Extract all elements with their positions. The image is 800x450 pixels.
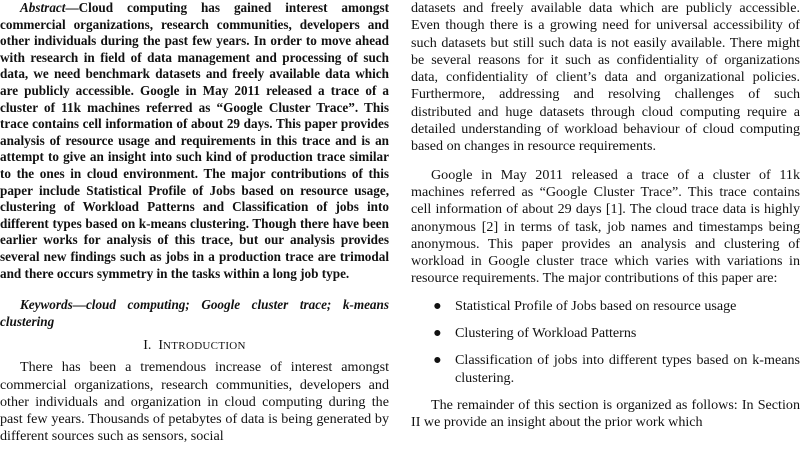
contribution-text: Clustering of Workload Patterns xyxy=(455,325,637,342)
abstract-label: Abstract xyxy=(20,0,66,15)
list-item xyxy=(411,325,800,342)
keywords xyxy=(0,297,389,330)
section-number: I. xyxy=(143,338,152,354)
keywords-text: cloud computing; Google cluster trace; k-means clustering xyxy=(0,297,389,329)
bullet-icon: ● xyxy=(433,352,442,369)
contribution-text: Classification of jobs into different types based on k-means clustering. xyxy=(455,352,800,386)
right-paragraph-3: The remainder of this section is organized as follows: In Section II we provide an insight about the prior work which xyxy=(411,396,800,431)
right-column xyxy=(411,0,800,432)
left-column xyxy=(0,0,389,446)
abstract-dash: — xyxy=(65,0,79,15)
abstract-text: Cloud computing has gained interest amongst commercial organizations, research communities, developers and other individuals during the past few years. In order to move ahead with research in field of data management and processing of such data, we need benchmark datasets and freely available data which are publicly accessible. Google in May 2011 released a trace of a cluster of 11k machines referred as “Google Cluster Trace”. This trace contains cell information of about 29 days. This paper provides analysis of resource usage and requirements in this trace and is an attempt to give an insight into such kind of production trace similar to the ones in cloud environment. The major contributions of this paper include Statistical Profile of Jobs based on resource usage, clustering of Workload Patterns and Classification of jobs into different types based on k-means clustering. Though there have been earlier works for analysis of this trace, but our analysis provides several new findings such as jobs in a production trace are trimodal and there occurs symmetry in the tasks within a long job type. xyxy=(0,0,389,281)
contributions-list xyxy=(411,298,800,387)
section-heading xyxy=(0,338,389,354)
right-paragraph-2: Google in May 2011 released a trace of a cluster of 11k machines referred as “Google Cluster Trace”. This trace contains cell information of about 29 days [1]. The cloud trace data is highly anonymous [2] in terms of task, job names and timestamps being anonymous. This paper provides an analysis and clustering of workload in Google cluster trace which varies with variations in resource requirements. The major contributions of this paper are: xyxy=(411,166,800,287)
keywords-dash: — xyxy=(72,297,86,313)
contribution-text: Statistical Profile of Jobs based on resource usage xyxy=(455,297,737,314)
right-paragraph-1: datasets and freely available data which are publicly accessible. Even though there is a growing need for universal accessibility of such datasets but still such data is not easily available. There might be several reasons for it such as confidentiality of organizations data, confidentiality of client’s data and organizational policies. Furthermore, addressing and resolving challenges of such distributed and huge datasets through cloud computing require a detailed understanding of workload behaviour of cloud computing based on changes in resource requirements. xyxy=(411,0,800,155)
keywords-label: Keywords xyxy=(20,297,73,313)
abstract xyxy=(0,0,389,282)
section-title-initial: I xyxy=(158,338,164,354)
bullet-icon: ● xyxy=(433,325,442,342)
intro-paragraph: There has been a tremendous increase of interest amongst commercial organizations, research communities, developers and other individuals and organization in cloud computing during the past few years. Thousands of petabytes of data is being generated by different sources such as sensors, social xyxy=(0,359,389,445)
bullet-icon: ● xyxy=(433,297,442,314)
section-title-rest: NTRODUCTION xyxy=(163,340,246,353)
list-item xyxy=(411,352,800,387)
list-item xyxy=(411,298,800,315)
